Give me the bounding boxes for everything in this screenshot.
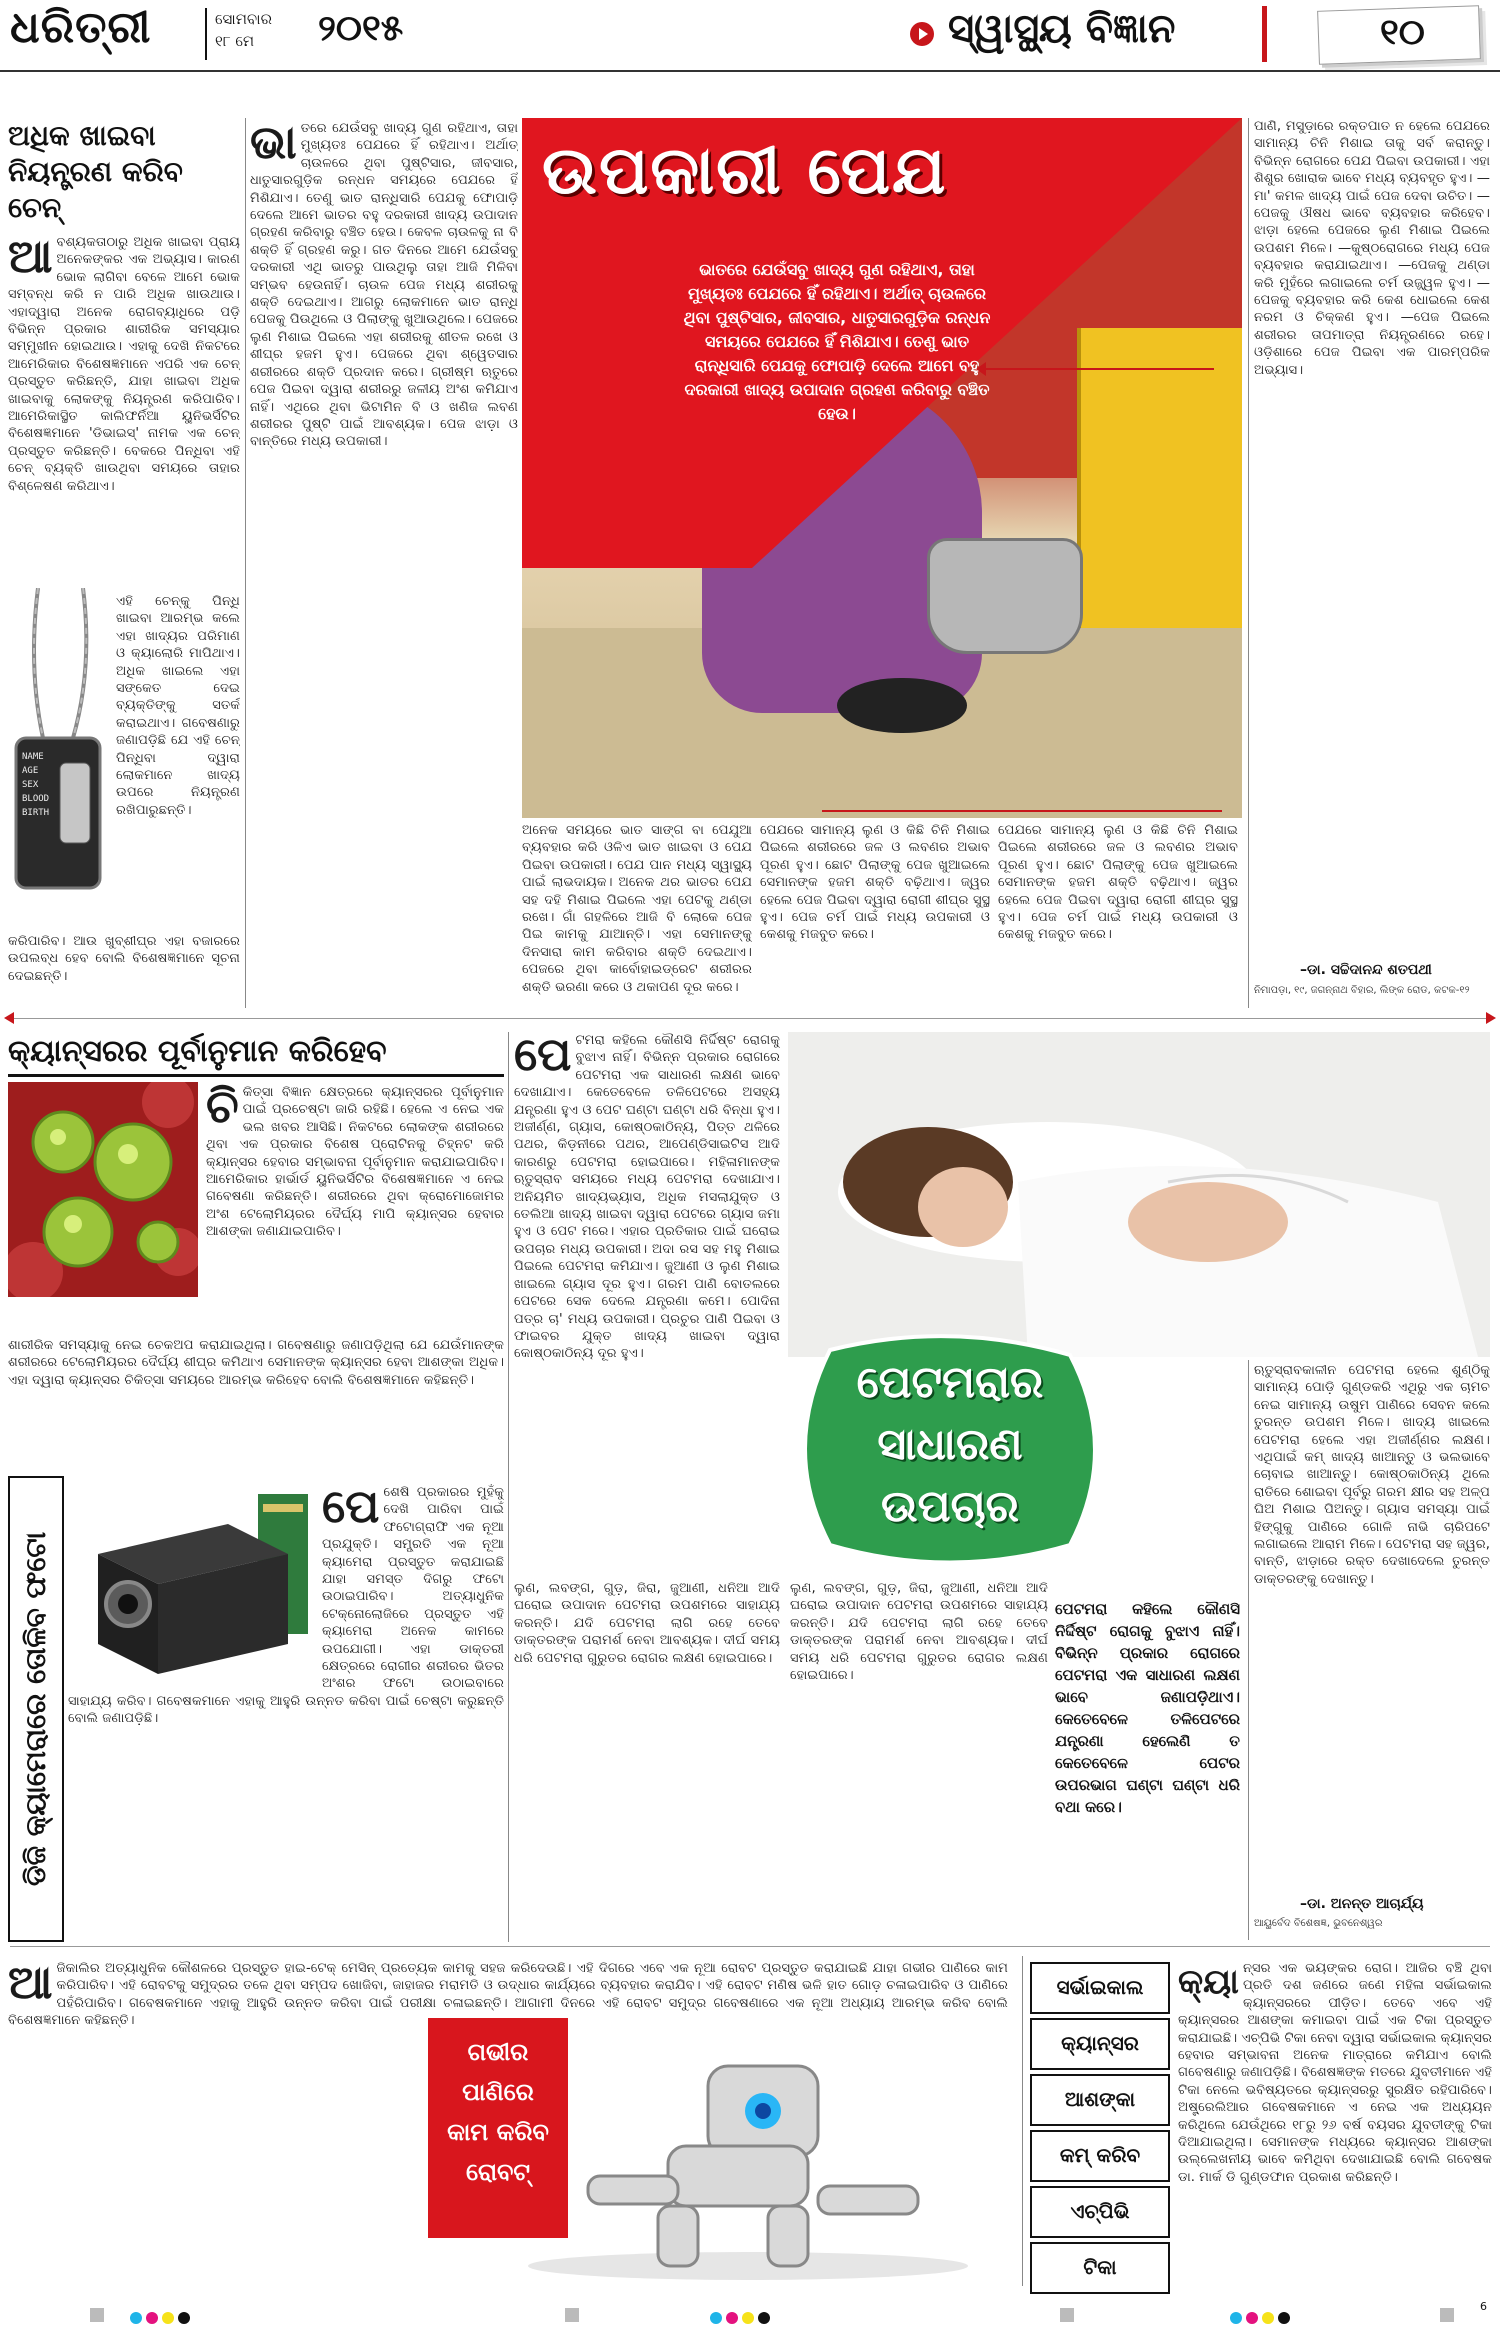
feature-title: ଉପକାରୀ ପେଯ xyxy=(542,132,948,209)
article-cancer-body xyxy=(206,1084,504,1334)
article-eating-body-wrap: ଏହି ଚେନ୍‌କୁ ପିନ୍ଧି ଖାଇବା ଆରମ୍ଭ କଲେ ଏହା ଖାଦ୍ୟର ପରିମାଣ ଓ କ୍ୟାଲୋରି ମାପିଥାଏ। ଅଧିକ ଖାଇଲେ ଏହା ସଙ୍କେତ ଦେଇ ବ୍ୟକ୍ତିଙ୍କୁ ସତର୍କ କରାଇଥାଏ। ଗବେଷଣାରୁ ଜଣାପଡ଼ିଛି ଯେ ଏହି ଚେନ୍ ପିନ୍ଧିବା ଦ୍ୱାରା ଲୋକମାନେ ଖାଦ୍ୟ ଉପରେ ନିୟନ୍ତ୍ରଣ ରଖିପାରୁଛନ୍ତି। xyxy=(116,594,240,818)
pendant-tag-labels xyxy=(22,750,62,820)
feature-summary: ଭାତରେ ଯେଉଁସବୁ ଖାଦ୍ୟ ଗୁଣ ରହିଥାଏ, ତାହା ମୁଖ୍ୟତଃ ପେଯରେ ହିଁ ରହିଥାଏ। ଅର୍ଥାତ୍ ଚାଉଳରେ ଥିବା ପୁଷ୍ଟିସାର, ଜୀବସାର, ଧାତୁସାରଗୁଡ଼ିକ ରନ୍ଧନ ସମୟରେ ପେଯରେ ହିଁ ମିଶିଯାଏ। ତେଣୁ ଭାତ ରାନ୍ଧିସାରି ପେଯକୁ ଫୋପାଡ଼ି ଦେଲେ ଆମେ ବହୁ ଦରକାରୀ ଖାଦ୍ୟ ଉପାଦାନ ଗ୍ରହଣ କରିବାରୁ ବଞ୍ଚିତ ହେଉ। xyxy=(683,260,991,423)
article-stomach-signature: –ଡା. ଅନନ୍ତ ଆଚାର୍ଯ୍ୟ xyxy=(1300,1896,1424,1912)
section-red-bar xyxy=(1262,6,1267,62)
cancer-cells-image xyxy=(8,1082,198,1297)
cmyk-dot-cyan xyxy=(130,2312,142,2324)
tag-line: AGE xyxy=(22,766,39,776)
article-stomach-address: ଆୟୁର୍ବେଦ ବିଶେଷଜ୍ଞ, ଭୁବନେଶ୍ୱର xyxy=(1254,1918,1383,1929)
column-rule xyxy=(508,1032,509,1942)
hpv-title-line: ଟିକା xyxy=(1030,2242,1170,2294)
registration-mark xyxy=(1060,2308,1074,2322)
article-eating-title-line1: ଅଧିକ ଖାଇବା xyxy=(8,119,156,152)
article-pej-remedies: ପାଣି, ମସୁଡ଼ାରେ ରକ୍ତପାତ ନ ହେଲେ ପେଯରେ ସାମାନ୍ୟ ଚିନି ମିଶାଇ ତାକୁ ସର୍ବ କରାନ୍ତୁ। ବିଭିନ୍ନ ରୋଗରେ ପେଯ ପିଇବା ଉପକାରୀ। ଏହା ଶିଶୁର ଖୋରାକ ଭାବେ ମଧ୍ୟ ବ୍ୟବହୃତ ହୁଏ। —ମା' କମଳ ଖାଦ୍ୟ ପାଇଁ ପେଜ ଦେବା ଉଚିତ। —ପେଜକୁ ଔଷଧ ଭାବେ ବ୍ୟବହାର କରିହେବ। ଝାଡ଼ା ହେଲେ ପେଜରେ ଲୁଣ ମିଶାଇ ପିଇଲେ ଉପଶମ ମିଳେ। —କୁଷ୍ଠରୋଗରେ ମଧ୍ୟ ପେଜ ବ୍ୟବହାର କରାଯାଇଥାଏ। —ପେଜକୁ ଥଣ୍ଡା କରି ମୁହଁରେ ଲଗାଇଲେ ଚର୍ମ ଉଜ୍ଜ୍ୱଳ ହୁଏ। —ପେଜକୁ ବ୍ୟବହାର କରି କେଶ ଧୋଇଲେ କେଶ ନରମ ଓ ଚିକ୍କଣ ହୁଏ। —ପେଜ ପିଇଲେ ଶରୀରର ତାପମାତ୍ରା ନିୟନ୍ତ୍ରଣରେ ରହେ। ଓଡ଼ିଶାରେ ପେଜ ପିଇବା ଏକ ପାରମ୍ପରିକ ଅଭ୍ୟାସ। xyxy=(1254,119,1490,378)
section-title: ସ୍ୱାସ୍ଥ୍ୟ ବିଜ୍ଞାନ xyxy=(948,6,1176,52)
article-pej-intro xyxy=(250,120,518,1008)
title-underline xyxy=(8,1074,504,1077)
article-stomach-dropcap: ପେ xyxy=(514,1032,572,1081)
article-pej-signature: –ଡା. ସଚ୍ଚିଦାନନ୍ଦ ଶତପଥୀ xyxy=(1300,962,1432,978)
section-separator xyxy=(10,1018,1490,1019)
hpv-title-line: କ୍ୟାନ୍ସର xyxy=(1030,2018,1170,2070)
article-camera-side-title xyxy=(8,1476,64,1942)
woman-stomach-ache-photo xyxy=(788,1032,1490,1357)
article-camera-text: ଶେଷି ପ୍ରକାରର ମୁହଁକୁ ଦେଖି ପାରିବା ପାଇଁ ଫଟୋଗ୍ରାଫି ଏକ ନୂଆ ପ୍ରଯୁକ୍ତି। ସମ୍ପ୍ରତି ଏକ ନୂଆ କ୍ୟାମେରା ପ୍ରସ୍ତୁତ କରାଯାଇଛି ଯାହା ସମସ୍ତ ଦିଗରୁ ଫଟୋ ଉଠାଇପାରିବ। ଅତ୍ୟାଧୁନିକ ଟେକ୍ନୋଲୋଜିରେ ପ୍ରସ୍ତୁତ ଏହି କ୍ୟାମେରା ଅନେକ କାମରେ ଉପଯୋଗୀ। ଏହା ଡାକ୍ତରୀ କ୍ଷେତ୍ରରେ ରୋଗୀର ଶରୀରର ଭିତର ଅଂଶର ଫଟୋ ଉଠାଇବାରେ ସାହାଯ୍ୟ କରିବ। ଗବେଷକମାନେ ଏହାକୁ ଆହୁରି ଉନ୍ନତ କରିବା ପାଇଁ ଚେଷ୍ଟା କରୁଛନ୍ତି ବୋଲି ଜଣାପଡ଼ିଛି। xyxy=(68,1485,504,1727)
feature-arrow-line-2 xyxy=(822,810,1222,812)
page-number: ୧୦ xyxy=(1380,12,1425,53)
tag-line: BLOOD xyxy=(22,794,50,804)
tag-line: SEX xyxy=(22,780,39,790)
article-stomach-text: ଟମରା କହିଲେ କୌଣସି ନିର୍ଦ୍ଦିଷ୍ଟ ରୋଗକୁ ବୁଝାଏ ନାହିଁ। ବିଭିନ୍ନ ପ୍ରକାର ରୋଗରେ ପେଟମରା ଏକ ସାଧାରଣ ଲକ୍ଷଣ ଭାବେ ଦେଖାଯାଏ। କେତେବେଳେ ତଳିପେଟରେ ଅସହ୍ୟ ଯନ୍ତ୍ରଣା ହୁଏ ଓ ପେଟ ଘଣ୍ଟା ଘଣ୍ଟା ଧରି ବିନ୍ଧା ହୁଏ। ଅଜୀର୍ଣ୍ଣ, ଗ୍ୟାସ, କୋଷ୍ଠକାଠିନ୍ୟ, ପିତ୍ତ ଥଳିରେ ପଥର, କିଡ଼ନୀରେ ପଥର, ଆପେଣ୍ଡିସାଇଟିସ ଆଦି କାରଣରୁ ପେଟମରା ହୋଇପାରେ। ମହିଳାମାନଙ୍କ ଋତୁସ୍ରାବ ସମୟରେ ମଧ୍ୟ ପେଟମରା ଦେଖାଯାଏ। ଅନିୟମିତ ଖାଦ୍ୟଭ୍ୟାସ, ଅଧିକ ମସଲାଯୁକ୍ତ ଓ ତେଲିଆ ଖାଦ୍ୟ ଖାଇବା ଦ୍ୱାରା ପେଟରେ ଗ୍ୟାସ ଜମା ହୁଏ ଓ ପେଟ ମରେ। ଏହାର ପ୍ରତିକାର ପାଇଁ ଘରୋଇ ଉପଚାର ମଧ୍ୟ ଉପକାରୀ। ଅଦା ରସ ସହ ମହୁ ମିଶାଇ ପିଇଲେ ପେଟମରା କମିଯାଏ। ଜୁଆଣୀ ଓ ଲୁଣ ମିଶାଇ ଖାଇଲେ ଗ୍ୟାସ ଦୂର ହୁଏ। ଗରମ ପାଣି ବୋତଲରେ ପେଟରେ ସେକ ଦେଲେ ଯନ୍ତ୍ରଣା କମେ। ପୋଦିନା ପତ୍ର ଚା' ମଧ୍ୟ ଉପକାରୀ। ପ୍ରଚୁର ପାଣି ପିଇବା ଓ ଫାଇବର ଯୁକ୍ତ ଖାଦ୍ୟ ଖାଇବା ଦ୍ୱାରା କୋଷ୍ଠକାଠିନ୍ୟ ଦୂର ହୁଏ। xyxy=(514,1033,780,1362)
feature-arrow-head xyxy=(976,362,986,376)
article-cancer-title: କ୍ୟାନ୍ସରର ପୂର୍ବାନୁମାନ କରିହେବ xyxy=(8,1034,387,1069)
article-hpv-dropcap: କ୍ୟା xyxy=(1178,1962,1239,2002)
article-pej-address: ନିମାପଡ଼ା, ୧୯, ଜଗନ୍ନାଥ ବିହାର, ଲିଙ୍କ ରୋଡ, କଟକ-୧୨ xyxy=(1254,985,1470,996)
article-camera-side-title-text: ଡିଜି କ୍ୟାମେରାରେ ତୋଳିବ ଫଟୋ xyxy=(19,1531,52,1887)
article-pej-dropcap: ଭା xyxy=(250,120,297,169)
article-cancer-dropcap: ଚି xyxy=(206,1084,239,1133)
robot-box-title: ଗଭୀର ପାଣିରେ କାମ କରିବ ରୋବଟ୍ xyxy=(447,2038,549,2186)
separator-arrow-icon xyxy=(1486,1012,1496,1024)
page-footer-number: 6 xyxy=(1480,2300,1487,2313)
registration-mark xyxy=(1440,2308,1454,2322)
article-robot xyxy=(8,1956,1016,2286)
cmyk-dot-yellow xyxy=(1262,2312,1274,2324)
float-spacer xyxy=(68,1484,322,1684)
hpv-title-line: ସର୍ଭାଇକାଲ xyxy=(1030,1962,1170,2014)
cmyk-dot-cyan xyxy=(710,2312,722,2324)
feature-column-c xyxy=(998,822,1238,1008)
article-eating-dropcap: ଆ xyxy=(8,234,53,283)
cmyk-dot-black xyxy=(1278,2312,1290,2324)
column-rule xyxy=(245,118,246,1008)
cmyk-dot-magenta xyxy=(146,2312,158,2324)
article-hpv-text: ନ୍ସର ଏକ ଭୟଙ୍କର ରୋଗ। ଆଜିର ବଞ୍ଚି ଥିବା ପ୍ରତି ଦଶ ଜଣରେ ଜଣେ ମହିଳା ସର୍ଭାଇକାଲ କ୍ୟାନ୍ସରରେ ପୀଡ଼ିତ। ତେବେ ଏବେ ଏହି କ୍ୟାନ୍ସରର ଆଶଙ୍କା କମାଇବା ପାଇଁ ଏକ ଟିକା ପ୍ରସ୍ତୁତ କରାଯାଇଛି। ଏଚ୍‌ପିଭି ଟିକା ନେବା ଦ୍ୱାରା ସର୍ଭାଇକାଲ କ୍ୟାନ୍ସର ହେବାର ସମ୍ଭାବନା ଅନେକ ମାତ୍ରାରେ କମିଯାଏ ବୋଲି ଗବେଷଣାରୁ ଜଣାପଡ଼ିଛି। ବିଶେଷଜ୍ଞଙ୍କ ମତରେ ଯୁବତୀମାନେ ଏହି ଟିକା ନେଲେ ଭବିଷ୍ୟତରେ କ୍ୟାନ୍ସରରୁ ସୁରକ୍ଷିତ ରହିପାରିବେ। ଅଷ୍ଟ୍ରେଲିଆର ଗବେଷକମାନେ ଏ ନେଇ ଏକ ଅଧ୍ୟୟନ କରିଥିଲେ ଯେଉଁଥିରେ ୧୮ରୁ ୨୬ ବର୍ଷ ବୟସର ଯୁବତୀଙ୍କୁ ଟିକା ଦିଆଯାଇଥିଲା। ସେମାନଙ୍କ ମଧ୍ୟରେ କ୍ୟାନ୍ସର ଆଶଙ୍କା ଉଲ୍ଲେଖନୀୟ ଭାବେ କମିଥିବା ଦେଖାଯାଇଛି ବୋଲି ଗବେଷକ ଡା. ମାର୍କ ଡି ଗୁଣ୍ଡଫାନ ପ୍ରକାଶ କରିଛନ୍ତି। xyxy=(1178,1961,1492,2185)
stomach-title-badge xyxy=(790,1330,1110,1570)
article-eating-body-end: କରିପାରିବ। ଆଉ ଖୁବ୍‌ଶୀଘ୍ର ଏହା ବଜାରରେ ଉପଲବ୍ଧ ହେବ ବୋଲି ବିଶେଷଜ୍ଞମାନେ ସୂଚନା ଦେଇଛନ୍ତି। xyxy=(8,934,240,984)
newspaper-logo: ଧରିତ୍ରୀ xyxy=(10,2,152,53)
cooking-pan xyxy=(837,678,967,733)
feature-pej xyxy=(522,118,1242,818)
article-stomach-body-2: ଲୁଣ, ଲବଙ୍ଗ, ଗୁଡ଼, ଜିରା, ଜୁଆଣୀ, ଧନିଆ ଆଦି ଘରୋଇ ଉପାଦାନ ପେଟମରା ଉପଶମରେ ସାହାଯ୍ୟ କରନ୍ତି। ଯଦି ପେଟମରା ଲାଗି ରହେ ତେବେ ଡାକ୍ତରଙ୍କ ପରାମର୍ଶ ନେବା ଆବଶ୍ୟକ। ଦୀର୍ଘ ସମୟ ଧରି ପେଟମରା ଗୁରୁତର ରୋଗର ଲକ୍ଷଣ ହୋଇପାରେ। xyxy=(514,1581,780,1666)
tag-line: NAME xyxy=(22,752,44,762)
article-stomach-remedies: ଋତୁସ୍ରାବକାଳୀନ ପେଟମରା ହେଲେ ଶୁଣ୍ଠିକୁ ସାମାନ୍ୟ ପୋଡ଼ି ଗୁଣ୍ଡକରି ଏଥିରୁ ଏକ ଚାମଚ ନେଇ ସାମାନ୍ୟ ଉଷୁମ ପାଣିରେ ସେବନ କଲେ ତୁରନ୍ତ ଉପଶମ ମିଳେ। ଖାଦ୍ୟ ଖାଇଲେ ପେଟମରା ହେଲେ ଏହା ଅଜୀର୍ଣ୍ଣର ଲକ୍ଷଣ। ଏଥିପାଇଁ କମ୍ ଖାଦ୍ୟ ଖାଆନ୍ତୁ ଓ ଭଲଭାବେ ଚୋବାଇ ଖାଆନ୍ତୁ। କୋଷ୍ଠକାଠିନ୍ୟ ଥିଲେ ରାତିରେ ଶୋଇବା ପୂର୍ବରୁ ଗରମ କ୍ଷୀର ସହ ଅଳ୍ପ ଘିଅ ମିଶାଇ ପିଅନ୍ତୁ। ଗ୍ୟାସ ସମସ୍ୟା ପାଇଁ ହିଙ୍ଗୁକୁ ପାଣିରେ ଗୋଳି ନାଭି ଚାରିପଟେ ଲଗାଇଲେ ଆରାମ ମିଳେ। ପେଟମରା ସହ ଜ୍ୱର, ବାନ୍ତି, ଝାଡ଼ାରେ ରକ୍ତ ଦେଖାଦେଲେ ତୁରନ୍ତ ଡାକ୍ତରଙ୍କୁ ଦେଖାନ୍ତୁ। xyxy=(1254,1363,1490,1587)
article-cancer-body-2: ଶାରୀରିକ ସମସ୍ୟାକୁ ନେଇ ଚେକଅପ କରାଯାଇଥିଲା। ଗବେଷଣାରୁ ଜଣାପଡ଼ିଥିଲା ଯେ ଯେଉଁମାନଙ୍କ ଶରୀରରେ ଟେଲୋମିୟରର ଦୈର୍ଘ୍ୟ ଶୀଘ୍ର କମିଥାଏ ସେମାନଙ୍କ କ୍ୟାନ୍ସର ହେବା ଆଶଙ୍କା ଅଧିକ। ଏହା ଦ୍ୱାରା କ୍ୟାନ୍ସର ଚିକିତ୍ସା ସମୟରେ ଆରମ୍ଭ କରିହେବ ବୋଲି ବିଶେଷଜ୍ଞମାନେ କହିଛନ୍ତି। xyxy=(8,1338,504,1388)
column-rule xyxy=(1248,1360,1249,1940)
article-camera xyxy=(8,1476,504,1941)
column-rule xyxy=(1248,118,1249,1008)
article-robot-text: ଜିକାଲିର ଅତ୍ୟାଧୁନିକ କୌଶଳରେ ପ୍ରସ୍ତୁତ ହାଇ-ଟେକ୍ ମେସିନ୍ ପ୍ରତ୍ୟେକ କାମକୁ ସହଜ କରିଦେଉଛି। ଏହି ଦିଗରେ ଏବେ ଏକ ନୂଆ ରୋବଟ ପ୍ରସ୍ତୁତ କରାଯାଇଛି ଯାହା ଗଭୀର ପାଣିରେ କାମ କରିପାରିବ। ଏହି ରୋବଟକୁ ସମୁଦ୍ରର ତଳେ ଥିବା ସମ୍ପଦ ଖୋଜିବା, ଜାହାଜର ମରାମତି ଓ ଉଦ୍ଧାର କାର୍ଯ୍ୟରେ ବ୍ୟବହାର କରାଯିବ। ଏହି ରୋବଟ ମଣିଷ ଭଳି ହାତ ଗୋଡ଼ ଚଳାଇପାରିବ ଓ ପାଣିରେ ପହଁରିପାରିବ। ଗବେଷକମାନେ ଏହାକୁ ଆହୁରି ଉନ୍ନତ କରିବା ପାଇଁ ପରୀକ୍ଷା ଚଳାଇଛନ୍ତି। ଆଗାମୀ ଦିନରେ ଏହି ରୋବଟ ସମୁଦ୍ର ଗବେଷଣାରେ ଏକ ନୂଆ ଅଧ୍ୟାୟ ଆରମ୍ଭ କରିବ ବୋଲି ବିଶେଷଜ୍ଞମାନେ କହିଛନ୍ତି। xyxy=(8,1961,1008,2029)
cmyk-dot-yellow xyxy=(742,2312,754,2324)
cmyk-dot-yellow xyxy=(162,2312,174,2324)
article-eating-body xyxy=(8,234,240,648)
masthead xyxy=(0,0,1500,72)
masthead-date: ୧୮ ମେ xyxy=(215,32,255,50)
hpv-title-line: କମ୍ କରିବ xyxy=(1030,2130,1170,2182)
article-stomach-intro xyxy=(514,1032,780,1572)
masthead-rule xyxy=(0,70,1500,72)
feature-column-a: ଅନେକ ସମୟରେ ଭାତ ସାଙ୍ଗ ବା ପେଯୁଆ ବ୍ୟବହାର କରି ଓଳିଏ ଭାତ ଖାଇବା ଓ ପେଯ ପିଇବା ଉପକାରୀ। ପେଯ ପାନ ମଧ୍ୟ ସ୍ୱାସ୍ଥ୍ୟ ପାଇଁ ଲାଭଦାୟକ। ଅନେକ ଥର ଭାତର ପେଯ ସହ ଦହି ମିଶାଇ ପିଇଲେ ଏହା ପେଟକୁ ଥଣ୍ଡା ରଖେ। ଗାଁ ଗହଳିରେ ଆଜି ବି ଲୋକେ ପେଜ ପିଇ କାମକୁ ଯାଆନ୍ତି। ଏହା ସେମାନଙ୍କୁ ଦିନସାରା କାମ କରିବାର ଶକ୍ତି ଦେଇଥାଏ। ପେଜରେ ଥିବା କାର୍ବୋହାଇଡ୍ରେଟ ଶରୀରର ଶକ୍ତି ଭରଣା କରେ ଓ ଥକାପଣ ଦୂର କରେ। xyxy=(522,823,752,995)
cmyk-dot-black xyxy=(758,2312,770,2324)
stomach-big-title: ପେଟମରାର ସାଧାରଣ ଉପଚାର xyxy=(856,1357,1044,1532)
play-icon xyxy=(910,22,934,46)
hpv-title-box xyxy=(1030,1962,1170,2278)
robot-title-box xyxy=(428,2018,568,2238)
article-cancer-text: କିତ୍ସା ବିଜ୍ଞାନ କ୍ଷେତ୍ରରେ କ୍ୟାନ୍ସରର ପୂର୍ବାନୁମାନ ପାଇଁ ପ୍ରଚେଷ୍ଟା ଜାରି ରହିଛି। ହେଲେ ଏ ନେଇ ଏକ ଭଲ ଖବର ଆସିଛି। ନିକଟରେ ଲୋକଙ୍କ ଶରୀରରେ ଥିବା ଏକ ପ୍ରକାର ବିଶେଷ ପ୍ରୋଟିନକୁ ଚିହ୍ନଟ କରି କ୍ୟାନ୍ସର ହେବାର ସମ୍ଭାବନା ପୂର୍ବାନୁମାନ କରାଯାଇପାରିବ। ଆମେରିକାର ହାର୍ଭାର୍ଡ ୟୁନିଭର୍ସିଟିର ବିଶେଷଜ୍ଞମାନେ ଏ ନେଇ ଗବେଷଣା କରିଛନ୍ତି। ଶରୀରରେ ଥିବା କ୍ରୋମୋଜୋମର ଅଂଶ ଟେଲୋମିୟରର ଦୈର୍ଘ୍ୟ ମାପି କ୍ୟାନ୍ସର ହେବାର ଆଶଙ୍କା ଜଣାଯାଇପାରିବ। xyxy=(206,1085,504,1240)
article-pej-text: ତରେ ଯେଉଁସବୁ ଖାଦ୍ୟ ଗୁଣ ରହିଥାଏ, ତାହା ମୁଖ୍ୟତଃ ପେଯରେ ହିଁ ରହିଥାଏ। ଅର୍ଥାତ୍ ଚାଉଳରେ ଥିବା ପୁଷ୍ଟିସାର, ଜୀବସାର, ଧାତୁସାରଗୁଡ଼ିକ ରନ୍ଧନ ସମୟରେ ପେଯରେ ହିଁ ମିଶିଯାଏ। ତେଣୁ ଭାତ ରାନ୍ଧିସାରି ପେଯକୁ ଫୋପାଡ଼ି ଦେଲେ ଆମେ ଭାତର ବହୁ ଦରକାରୀ ଖାଦ୍ୟ ଉପାଦାନ ଗ୍ରହଣ କରିବାରୁ ବଞ୍ଚିତ ହେଉ। କେବଳ ଚାଉଳକୁ ନା ବି ଶକ୍ତି ହିଁ ଗ୍ରହଣ କରୁ। ଗତ ଦିନରେ ଆମେ ଯେଉଁସବୁ ଦରକାରୀ ଏଥି ଭାତରୁ ପାଉଥିଲୁ ତାହା ଆଜି ମିଳିବା ସମ୍ଭବ ହେଉନାହିଁ। ଚାଉଳ ପେଜ ମଧ୍ୟ ଶରୀରକୁ ଶକ୍ତି ଦେଇଥାଏ। ଆଗରୁ ଲୋକମାନେ ଭାତ ରାନ୍ଧି ପେଜକୁ ପିଉଥିଲେ ଓ ପିଲାଙ୍କୁ ଖୁଆଉଥିଲେ। ପେଜରେ ଲୁଣ ମିଶାଇ ପିଇଲେ ଏହା ଶରୀରକୁ ଶୀତଳ ରଖେ ଓ ଶୀଘ୍ର ହଜମ ହୁଏ। ପେଜରେ ଥିବା ଶ୍ୱେତସାର ଶରୀରରେ ଶକ୍ତି ପ୍ରଦାନ କରେ। ଗ୍ରୀଷ୍ମ ଋତୁରେ ପେଜ ପିଇବା ଦ୍ୱାରା ଶରୀରରୁ ଜଳୀୟ ଅଂଶ କମିଯାଏ ନାହିଁ। ଏଥିରେ ଥିବା ଭିଟାମିନ ବି ଓ ଖଣିଜ ଲବଣ ଶରୀରର ପୁଷ୍ଟି ପାଇଁ ଆବଶ୍ୟକ। ପେଜ ଝାଡ଼ା ଓ ବାନ୍ତିରେ ମଧ୍ୟ ଉପକାରୀ। xyxy=(250,121,518,450)
hpv-title-line: ଆଶଙ୍କା xyxy=(1030,2074,1170,2126)
feature-column-c-text: ପେଯରେ ସାମାନ୍ୟ ଲୁଣ ଓ କିଛି ଚିନି ମିଶାଇ ପିଇଲେ ଶରୀରରେ ଜଳ ଓ ଲବଣର ଅଭାବ ପୂରଣ ହୁଏ। ଛୋଟ ପିଲାଙ୍କୁ ପେଜ ଖୁଆଇଲେ ସେମାନଙ୍କ ହଜମ ଶକ୍ତି ବଢ଼ିଥାଏ। ଜ୍ୱର ହେଲେ ପେଜ ପିଇବା ଦ୍ୱାରା ରୋଗୀ ଶୀଘ୍ର ସୁସ୍ଥ ହୁଏ। ପେଜ ଚର୍ମ ପାଇଁ ମଧ୍ୟ ଉପକାରୀ ଓ କେଶକୁ ମଜବୁତ କରେ। xyxy=(998,823,1238,943)
feature-column-b: ପେଯରେ ସାମାନ୍ୟ ଲୁଣ ଓ କିଛି ଚିନି ମିଶାଇ ପିଇଲେ ଶରୀରରେ ଜଳ ଓ ଲବଣର ଅଭାବ ପୂରଣ ହୁଏ। ଛୋଟ ପିଲାଙ୍କୁ ପେଜ ଖୁଆଇଲେ ସେମାନଙ୍କ ହଜମ ଶକ୍ତି ବଢ଼ିଥାଏ। ଜ୍ୱର ହେଲେ ପେଜ ପିଇବା ଦ୍ୱାରା ରୋଗୀ ଶୀଘ୍ର ସୁସ୍ଥ ହୁଏ। ପେଜ ଚର୍ମ ପାଇଁ ମଧ୍ୟ ଉପକାରୀ ଓ କେଶକୁ ମଜବୁତ କରେ। xyxy=(760,823,990,943)
article-eating-chain xyxy=(8,118,240,1023)
article-hpv-body xyxy=(1178,1960,1492,2278)
cmyk-dot-magenta xyxy=(1246,2312,1258,2324)
separator-arrow-icon xyxy=(4,1012,14,1024)
article-robot-dropcap: ଆ xyxy=(8,1960,53,2009)
article-hpv xyxy=(1030,1956,1492,2286)
registration-mark xyxy=(565,2308,579,2322)
article-eating-text: ବଶ୍ୟକତାଠାରୁ ଅଧିକ ଖାଇବା ପ୍ରାୟ ଅନେକଙ୍କର ଏକ ଅଭ୍ୟାସ। କାରଣ ଭୋକ ଲାଗିବା ବେଳେ ଆମେ ଭୋକ ସମ୍ବନ୍ଧ କରି ନ ପାରି ଅଧିକ ଖାଉଥାଉ। ଏହାଦ୍ୱାରା ଅନେକ ରୋଗବ୍ୟାଧିରେ ପଡ଼ି ବିଭିନ୍ନ ପ୍ରକାର ଶାରୀରିକ ସମସ୍ୟାର ସମ୍ମୁଖୀନ ହୋଇଥାଉ। ଏହାକୁ ଦେଖି ନିକଟରେ ଆମେରିକାର ବିଶେଷଜ୍ଞମାନେ ଏପରି ଏକ ଚେନ୍ ପ୍ରସ୍ତୁତ କରିଛନ୍ତି, ଯାହା ଖାଇବା ଅଧିକ ଖାଇବାକୁ ଲୋକଙ୍କୁ ନିୟନ୍ତ୍ରଣ କରିପାରିବ। ଆମେରିକାସ୍ଥିତ କାଲିଫର୍ନିଆ ୟୁନିଭର୍ସିଟିର ବିଶେଷଜ୍ଞମାନେ 'ଡିଭାଇସ୍' ନାମକ ଏକ ଚେନ୍ ପ୍ରସ୍ତୁତ କରିଛନ୍ତି। ବେକରେ ପିନ୍ଧିବା ଏହି ଚେନ୍ ବ୍ୟକ୍ତି ଖାଉଥିବା ସମୟରେ ତାହାର ବିଶ୍ଳେଷଣ କରିଥାଏ। xyxy=(8,235,240,494)
column-rule xyxy=(1022,1956,1023,2286)
cmyk-dot-cyan xyxy=(1230,2312,1242,2324)
masthead-divider xyxy=(205,8,207,60)
article-eating-title-line2: ନିୟନ୍ତ୍ରଣ କରିବ ଚେନ୍ xyxy=(8,155,183,224)
registration-mark xyxy=(90,2308,104,2322)
cmyk-dot-black xyxy=(178,2312,190,2324)
masthead-day: ସୋମବାର xyxy=(215,10,272,28)
article-eating-title xyxy=(8,118,240,226)
feature-arrow-line xyxy=(984,368,1214,370)
article-camera-dropcap: ପେ xyxy=(322,1484,380,1533)
stomach-summary: ପେଟମରା କହିଲେ କୌଣସି ନିର୍ଦ୍ଦିଷ୍ଟ ରୋଗକୁ ବୁଝାଏ ନାହିଁ। ବିଭିନ୍ନ ପ୍ରକାର ରୋଗରେ ପେଟମରା ଏକ ସାଧାରଣ ଲକ୍ଷଣ ଭାବେ ଜଣାପଡ଼ିଥାଏ। କେତେବେଳେ ତଳିପେଟରେ ଯନ୍ତ୍ରଣା ହେଲେଣି ତ କେତେବେଳେ ପେଟର ଉପରଭାଗ ଘଣ୍ଟା ଘଣ୍ଟା ଧରି ବଥା କରେ। xyxy=(1055,1600,1240,1816)
hpv-title-line: ଏଚ୍‌ପିଭି xyxy=(1030,2186,1170,2238)
article-stomach-lower-left: ଲୁଣ, ଲବଙ୍ଗ, ଗୁଡ଼, ଜିରା, ଜୁଆଣୀ, ଧନିଆ ଆଦି ଘରୋଇ ଉପାଦାନ ପେଟମରା ଉପଶମରେ ସାହାଯ୍ୟ କରନ୍ତି। ଯଦି ପେଟମରା ଲାଗି ରହେ ତେବେ ଡାକ୍ତରଙ୍କ ପରାମର୍ଶ ନେବା ଆବଶ୍ୟକ। ଦୀର୍ଘ ସମୟ ଧରି ପେଟମରା ଗୁରୁତର ରୋଗର ଲକ୍ଷଣ ହୋଇପାରେ। xyxy=(790,1581,1048,1684)
article-cancer-prediction xyxy=(8,1032,504,1468)
masthead-year: ୨୦୧୫ xyxy=(318,8,404,49)
section-separator xyxy=(10,1946,1490,1947)
tag-line: BIRTH xyxy=(22,808,50,818)
article-camera-body xyxy=(68,1484,504,1939)
cmyk-dot-magenta xyxy=(726,2312,738,2324)
